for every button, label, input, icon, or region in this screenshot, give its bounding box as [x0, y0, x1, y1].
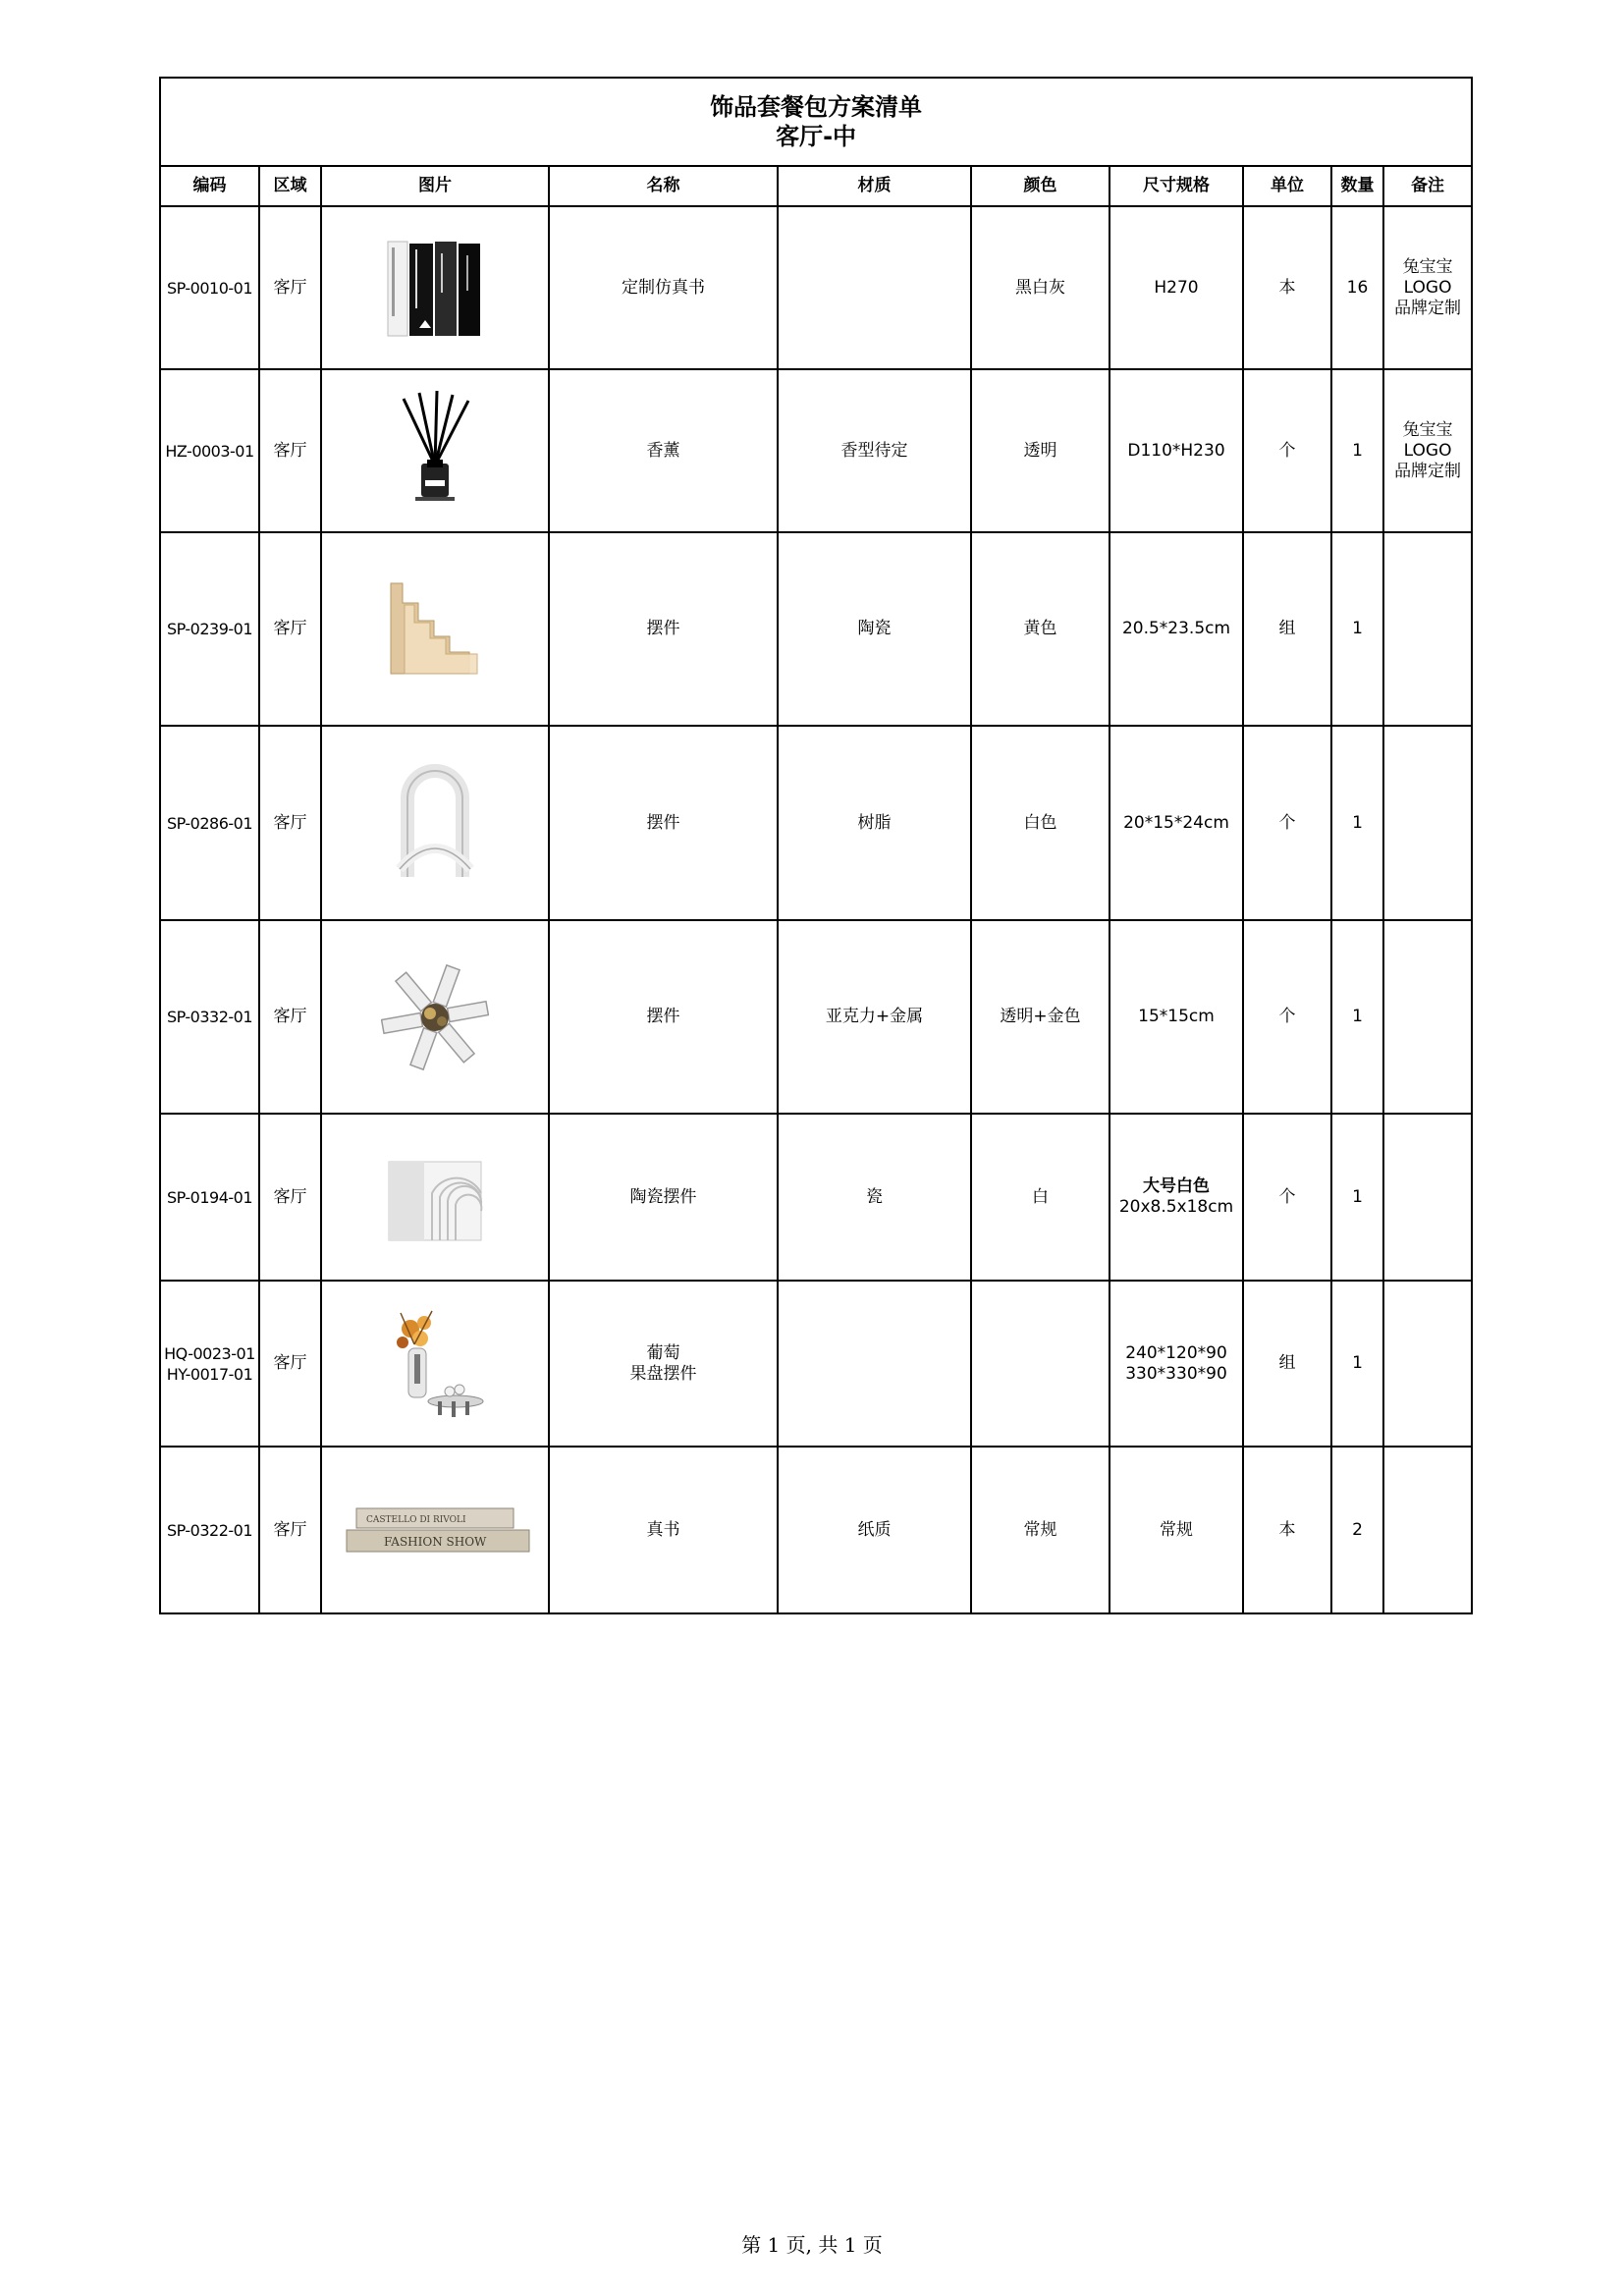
- table-row: [160, 206, 1472, 369]
- header-code: 编码: [160, 166, 259, 206]
- cell-size: [1110, 369, 1243, 532]
- cell-qty: 2: [1331, 1447, 1383, 1613]
- cell-unit: 个: [1243, 920, 1331, 1114]
- cell-image: [321, 1281, 549, 1447]
- cell-qty: 1: [1331, 1281, 1383, 1447]
- cell-area: 客厅: [259, 532, 321, 726]
- size-text: H270: [1154, 277, 1199, 298]
- cell-material: [778, 206, 971, 369]
- cell-qty: 16: [1331, 206, 1383, 369]
- cell-size: [1110, 726, 1243, 920]
- header-qty: 数量: [1331, 166, 1383, 206]
- name-text: 摆件: [646, 619, 680, 638]
- cell-area: 客厅: [259, 206, 321, 369]
- cell-qty: 1: [1331, 726, 1383, 920]
- remark-line: 品牌定制: [1394, 461, 1462, 481]
- cell-image: [321, 1114, 549, 1281]
- cell-color: 透明: [971, 369, 1110, 532]
- cell-material: 瓷: [778, 1114, 971, 1281]
- cell-color: 白色: [971, 726, 1110, 920]
- header-area: 区域: [259, 166, 321, 206]
- code-text: SP-0010-01: [166, 278, 253, 298]
- size-text: 大号白色: [1143, 1176, 1210, 1196]
- cell-code: [160, 1447, 259, 1613]
- cell-remark: [1383, 1447, 1472, 1613]
- cell-remark: [1383, 532, 1472, 726]
- cell-remark: [1383, 369, 1472, 532]
- cell-code: [160, 369, 259, 532]
- code-text: HQ-0023-01: [164, 1343, 255, 1363]
- cell-unit: 本: [1243, 1447, 1331, 1613]
- cell-code: [160, 206, 259, 369]
- cell-unit: 组: [1243, 532, 1331, 726]
- cell-remark: [1383, 1281, 1472, 1447]
- cell-name: [549, 206, 778, 369]
- cell-name: [549, 1281, 778, 1447]
- book-spine-top-text: CASTELLO DI RIVOLI: [366, 1515, 466, 1525]
- sheet-title-room: 客厅-中: [776, 123, 857, 150]
- remark-line: LOGO: [1403, 277, 1452, 298]
- cell-material: 陶瓷: [778, 532, 971, 726]
- cell-name: [549, 532, 778, 726]
- cell-size: [1110, 532, 1243, 726]
- cell-remark: [1383, 726, 1472, 920]
- faux-books-icon: [376, 234, 494, 342]
- ceramic-arc-ornament-icon: [381, 1148, 489, 1246]
- table-row: [160, 369, 1472, 532]
- cell-name: [549, 920, 778, 1114]
- acrylic-metal-sculpture-icon: [381, 958, 489, 1076]
- size-text: 240*120*90: [1125, 1342, 1227, 1363]
- cell-unit: 个: [1243, 1114, 1331, 1281]
- header-size: 尺寸规格: [1110, 166, 1243, 206]
- table-row: [160, 532, 1472, 726]
- cell-area: 客厅: [259, 1447, 321, 1613]
- cell-name: [549, 726, 778, 920]
- header-unit: 单位: [1243, 166, 1331, 206]
- cell-remark: [1383, 920, 1472, 1114]
- cell-material: [778, 1281, 971, 1447]
- stacked-books-icon: [337, 1501, 533, 1559]
- cell-area: 客厅: [259, 1114, 321, 1281]
- cell-qty: 1: [1331, 920, 1383, 1114]
- header-remark: 备注: [1383, 166, 1472, 206]
- table-row: [160, 1114, 1472, 1281]
- header-image: 图片: [321, 166, 549, 206]
- name-text: 葡萄: [646, 1342, 680, 1363]
- remark-line: 兔宝宝: [1402, 256, 1453, 277]
- name-text: 摆件: [646, 812, 680, 833]
- cell-remark: [1383, 206, 1472, 369]
- cell-image: [321, 532, 549, 726]
- code-text: SP-0332-01: [166, 1008, 253, 1026]
- cell-material: 纸质: [778, 1447, 971, 1613]
- cell-qty: 1: [1331, 1114, 1383, 1281]
- cell-color: 黄色: [971, 532, 1110, 726]
- size-text: 20*15*24cm: [1123, 812, 1229, 833]
- header-name: 名称: [549, 166, 778, 206]
- cell-image: [321, 206, 549, 369]
- table-row: [160, 1447, 1472, 1613]
- cell-code: [160, 726, 259, 920]
- stepped-ceramic-ornament-icon: [381, 575, 489, 683]
- cell-unit: 本: [1243, 206, 1331, 369]
- cell-code: [160, 920, 259, 1114]
- cell-size: [1110, 1447, 1243, 1613]
- cell-image: [321, 1447, 549, 1613]
- name-text: 香薰: [646, 440, 680, 461]
- quotation-sheet: [159, 77, 1471, 1614]
- header-row: [160, 166, 1472, 206]
- cell-name: [549, 1114, 778, 1281]
- cell-qty: 1: [1331, 369, 1383, 532]
- code-text: SP-0286-01: [166, 813, 253, 833]
- cell-qty: 1: [1331, 532, 1383, 726]
- cell-size: [1110, 206, 1243, 369]
- size-text: 330*330*90: [1125, 1363, 1227, 1384]
- remark-line: 品牌定制: [1394, 298, 1462, 318]
- sheet-title: [160, 78, 1472, 166]
- code-text: HY-0017-01: [166, 1364, 253, 1384]
- cell-unit: 个: [1243, 369, 1331, 532]
- cell-area: 客厅: [259, 726, 321, 920]
- sheet-title-main: 饰品套餐包方案清单: [710, 93, 923, 121]
- cell-material: 香型待定: [778, 369, 971, 532]
- cell-size: [1110, 1281, 1243, 1447]
- code-text: SP-0239-01: [166, 620, 253, 638]
- header-material: 材质: [778, 166, 971, 206]
- header-color: 颜色: [971, 166, 1110, 206]
- vase-fruit-plate-icon: [381, 1305, 489, 1423]
- remark-line: 兔宝宝: [1402, 419, 1453, 440]
- size-text: 20.5*23.5cm: [1121, 619, 1231, 638]
- cell-color: 透明+金色: [971, 920, 1110, 1114]
- cell-area: 客厅: [259, 369, 321, 532]
- cell-color: [971, 1281, 1110, 1447]
- cell-area: 客厅: [259, 920, 321, 1114]
- cell-color: 常规: [971, 1447, 1110, 1613]
- cell-code: [160, 1281, 259, 1447]
- cell-image: [321, 369, 549, 532]
- code-text: SP-0322-01: [166, 1520, 253, 1540]
- code-text: HZ-0003-01: [165, 441, 254, 461]
- cell-size: [1110, 920, 1243, 1114]
- cell-material: 树脂: [778, 726, 971, 920]
- table-row: [160, 726, 1472, 920]
- book-spine-bottom-text: FASHION SHOW: [384, 1535, 487, 1549]
- cell-image: [321, 726, 549, 920]
- cell-color: 白: [971, 1114, 1110, 1281]
- cell-remark: [1383, 1114, 1472, 1281]
- cell-area: 客厅: [259, 1281, 321, 1447]
- table-row: [160, 920, 1472, 1114]
- name-text: 真书: [646, 1519, 680, 1540]
- table-row: [160, 1281, 1472, 1447]
- name-text: 果盘摆件: [629, 1363, 697, 1384]
- cell-unit: 个: [1243, 726, 1331, 920]
- cell-code: [160, 532, 259, 726]
- name-text: 定制仿真书: [622, 277, 705, 298]
- resin-arch-ornament-icon: [386, 759, 484, 887]
- reed-diffuser-icon: [386, 387, 484, 515]
- item-list-table: [159, 77, 1473, 1614]
- size-text: 15*15cm: [1138, 1007, 1215, 1026]
- cell-code: [160, 1114, 259, 1281]
- name-text: 摆件: [646, 1007, 680, 1026]
- cell-unit: 组: [1243, 1281, 1331, 1447]
- size-text: 20x8.5x18cm: [1118, 1197, 1234, 1217]
- cell-material: 亚克力+金属: [778, 920, 971, 1114]
- cell-size: [1110, 1114, 1243, 1281]
- size-text: 常规: [1160, 1519, 1193, 1540]
- remark-line: LOGO: [1403, 440, 1452, 461]
- cell-name: [549, 369, 778, 532]
- name-text: 陶瓷摆件: [629, 1186, 697, 1207]
- page-footer: 第 1 页, 共 1 页: [741, 2233, 883, 2257]
- size-text: D110*H230: [1127, 440, 1225, 461]
- cell-color: 黑白灰: [971, 206, 1110, 369]
- cell-name: [549, 1447, 778, 1613]
- cell-image: [321, 920, 549, 1114]
- code-text: SP-0194-01: [166, 1187, 253, 1207]
